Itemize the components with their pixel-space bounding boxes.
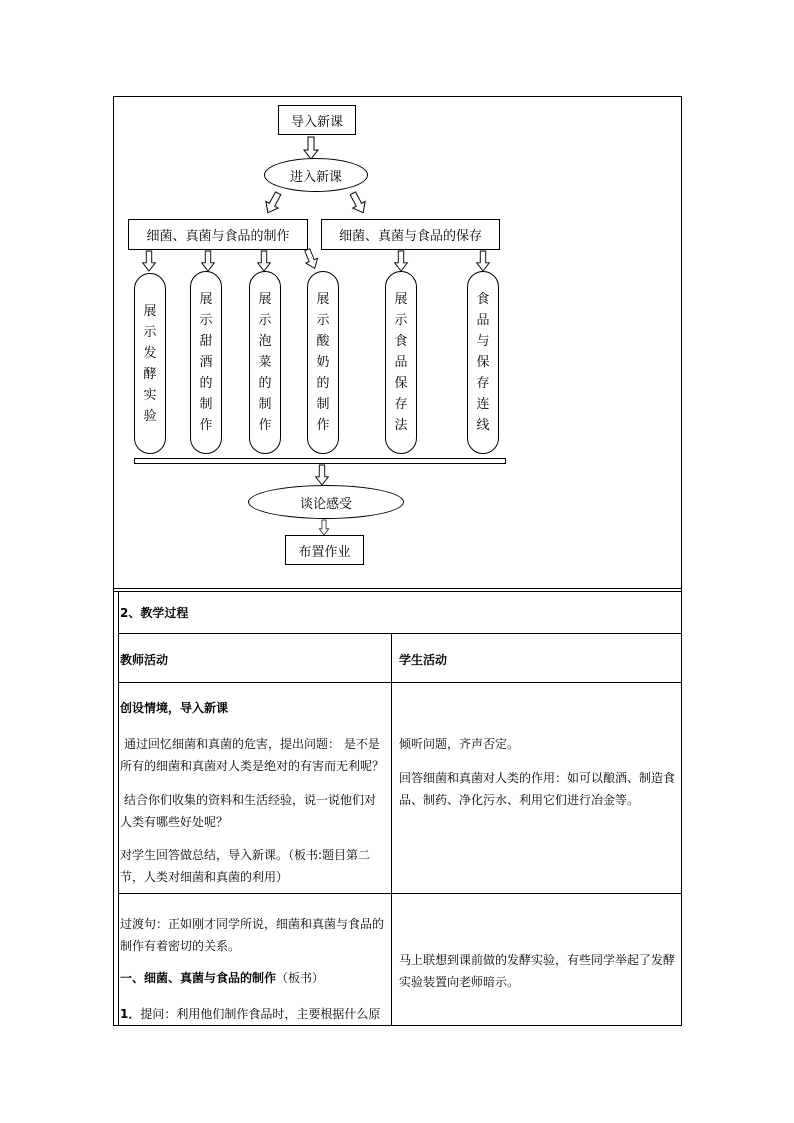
pill-pickles <box>249 271 281 454</box>
pill-char: 品 <box>394 355 408 370</box>
table-border-top <box>113 96 682 97</box>
pill-char: 作 <box>316 418 330 433</box>
block2-question <box>120 1003 390 1025</box>
pill-char: 实 <box>143 387 157 403</box>
discuss-oval <box>248 485 404 519</box>
discuss-label: 谈论感受 <box>299 496 352 512</box>
pill-char: 示 <box>258 313 272 328</box>
table-border-bottom <box>113 1025 682 1026</box>
table-border-right <box>681 96 682 1026</box>
pill-char: 示 <box>199 313 213 328</box>
pill-char: 酵 <box>143 366 157 382</box>
block1-paragraph-3: 对学生回答做总结，导入新课。（板书:题目第二节，人类对细菌和真菌的利用） <box>120 848 371 884</box>
arrow-down-icon <box>142 251 156 271</box>
table-column-divider <box>391 633 392 1026</box>
arrow-down-icon <box>394 251 408 271</box>
pill-char: 展 <box>199 292 213 307</box>
pill-char: 的 <box>199 376 213 391</box>
table-rule-header <box>118 682 681 683</box>
block1-student-2: 回答细菌和真菌对人类的作用：如可以酿酒、制造食品、制药、净化污水、利用它们进行冶金等。 <box>399 771 676 807</box>
pill-char: 菜 <box>258 355 272 370</box>
homework-label: 布置作业 <box>298 544 351 560</box>
table-rule-flowchart-a <box>113 588 682 589</box>
pill-char: 食 <box>394 334 408 349</box>
block2-heading <box>120 967 390 989</box>
intro-box-label: 导入新课 <box>290 114 343 130</box>
block1-student-1: 倾听问题，齐声否定。 <box>399 737 520 751</box>
pill-char: 制 <box>316 397 330 412</box>
pill-char: 作 <box>258 418 272 433</box>
arrow-down-icon <box>476 251 490 271</box>
pill-char: 的 <box>258 376 272 391</box>
pill-char: 的 <box>316 376 330 391</box>
arrow-down-right-icon <box>301 247 321 271</box>
arrow-down-right-icon <box>347 190 370 216</box>
intro-box <box>278 105 356 135</box>
table-rule-flowchart-b <box>113 591 682 592</box>
block2-question-number: 1． <box>120 1007 141 1021</box>
pill-char: 线 <box>476 418 490 433</box>
pill-char: 发 <box>143 345 157 361</box>
food-making-box <box>128 219 308 250</box>
arrow-down-icon <box>318 520 330 535</box>
pill-char: 酒 <box>199 355 213 370</box>
pill-char: 示 <box>316 313 330 328</box>
block2-heading-main: 一、细菌、真菌与食品的制作 <box>120 971 277 985</box>
block1-paragraph-1: 通过回忆细菌和真菌的危害，提出问题： 是不是所有的细菌和真菌对人类是绝对的有害而无利呢？ <box>120 737 385 773</box>
table-rule-section <box>118 633 681 634</box>
pill-char: 连 <box>476 397 490 412</box>
pill-char: 甜 <box>199 334 213 349</box>
enter-lesson-label: 进入新课 <box>289 169 342 185</box>
pill-food-matching <box>467 271 499 454</box>
pill-sweet-wine <box>190 271 222 454</box>
pill-char: 酸 <box>316 334 330 349</box>
arrow-down-icon <box>201 251 215 271</box>
block2-paragraph-1: 过渡句：正如刚才同学所说，细菌和真菌与食品的制作有着密切的关系。 <box>120 917 385 953</box>
section-title: 2、教学过程 <box>120 606 189 620</box>
block1-heading: 创设情境，导入新课 <box>120 701 229 715</box>
enter-lesson-oval <box>264 158 368 192</box>
arrow-down-icon <box>314 465 330 485</box>
homework-box <box>285 535 364 565</box>
pill-yogurt <box>307 271 339 454</box>
student-activity-header: 学生活动 <box>399 653 448 667</box>
pill-char: 示 <box>143 324 157 340</box>
pill-char: 食 <box>476 292 490 307</box>
food-preservation-box <box>321 219 500 250</box>
pill-char: 展 <box>258 292 272 307</box>
pill-char: 奶 <box>316 355 330 370</box>
pill-char: 泡 <box>258 334 272 349</box>
block2-heading-suffix: （板书） <box>276 971 325 985</box>
food-preservation-label: 细菌、真菌与食品的保存 <box>338 229 482 244</box>
pill-char: 法 <box>394 418 408 433</box>
table-border-left <box>113 96 114 1026</box>
collection-bar <box>134 458 506 464</box>
pill-char: 与 <box>476 334 490 349</box>
pill-char: 展 <box>394 292 408 307</box>
pill-char: 示 <box>394 313 408 328</box>
arrow-down-icon <box>257 251 271 271</box>
pill-char: 存 <box>394 397 408 412</box>
block2-question-text: 提问：利用他们制作食品时，主要根据什么原 <box>140 1007 381 1021</box>
pill-char: 制 <box>258 397 272 412</box>
pill-char: 存 <box>476 376 490 391</box>
pill-preservation-methods <box>385 271 417 454</box>
pill-char: 展 <box>316 292 330 307</box>
pill-char: 验 <box>143 408 157 424</box>
arrow-down-left-icon <box>262 190 285 216</box>
pill-char: 制 <box>199 397 213 412</box>
pill-char: 保 <box>394 376 408 391</box>
pill-fermentation-experiment <box>134 273 166 454</box>
block2-student-1: 马上联想到课前做的发酵实验，有些同学举起了发酵实验装置向老师暗示。 <box>399 953 676 989</box>
block1-paragraph-2: 结合你们收集的资料和生活经验，说一说他们对人类有哪些好处呢？ <box>120 793 377 829</box>
food-making-label: 细菌、真菌与食品的制作 <box>146 229 290 244</box>
pill-char: 作 <box>199 418 213 433</box>
pill-char: 展 <box>143 303 157 319</box>
teacher-activity-header: 教师活动 <box>120 653 169 667</box>
arrow-down-icon <box>304 137 318 159</box>
pill-char: 保 <box>476 355 490 370</box>
table-inner-left <box>118 591 119 1026</box>
pill-char: 品 <box>476 313 490 328</box>
table-rule-block1 <box>118 893 681 894</box>
